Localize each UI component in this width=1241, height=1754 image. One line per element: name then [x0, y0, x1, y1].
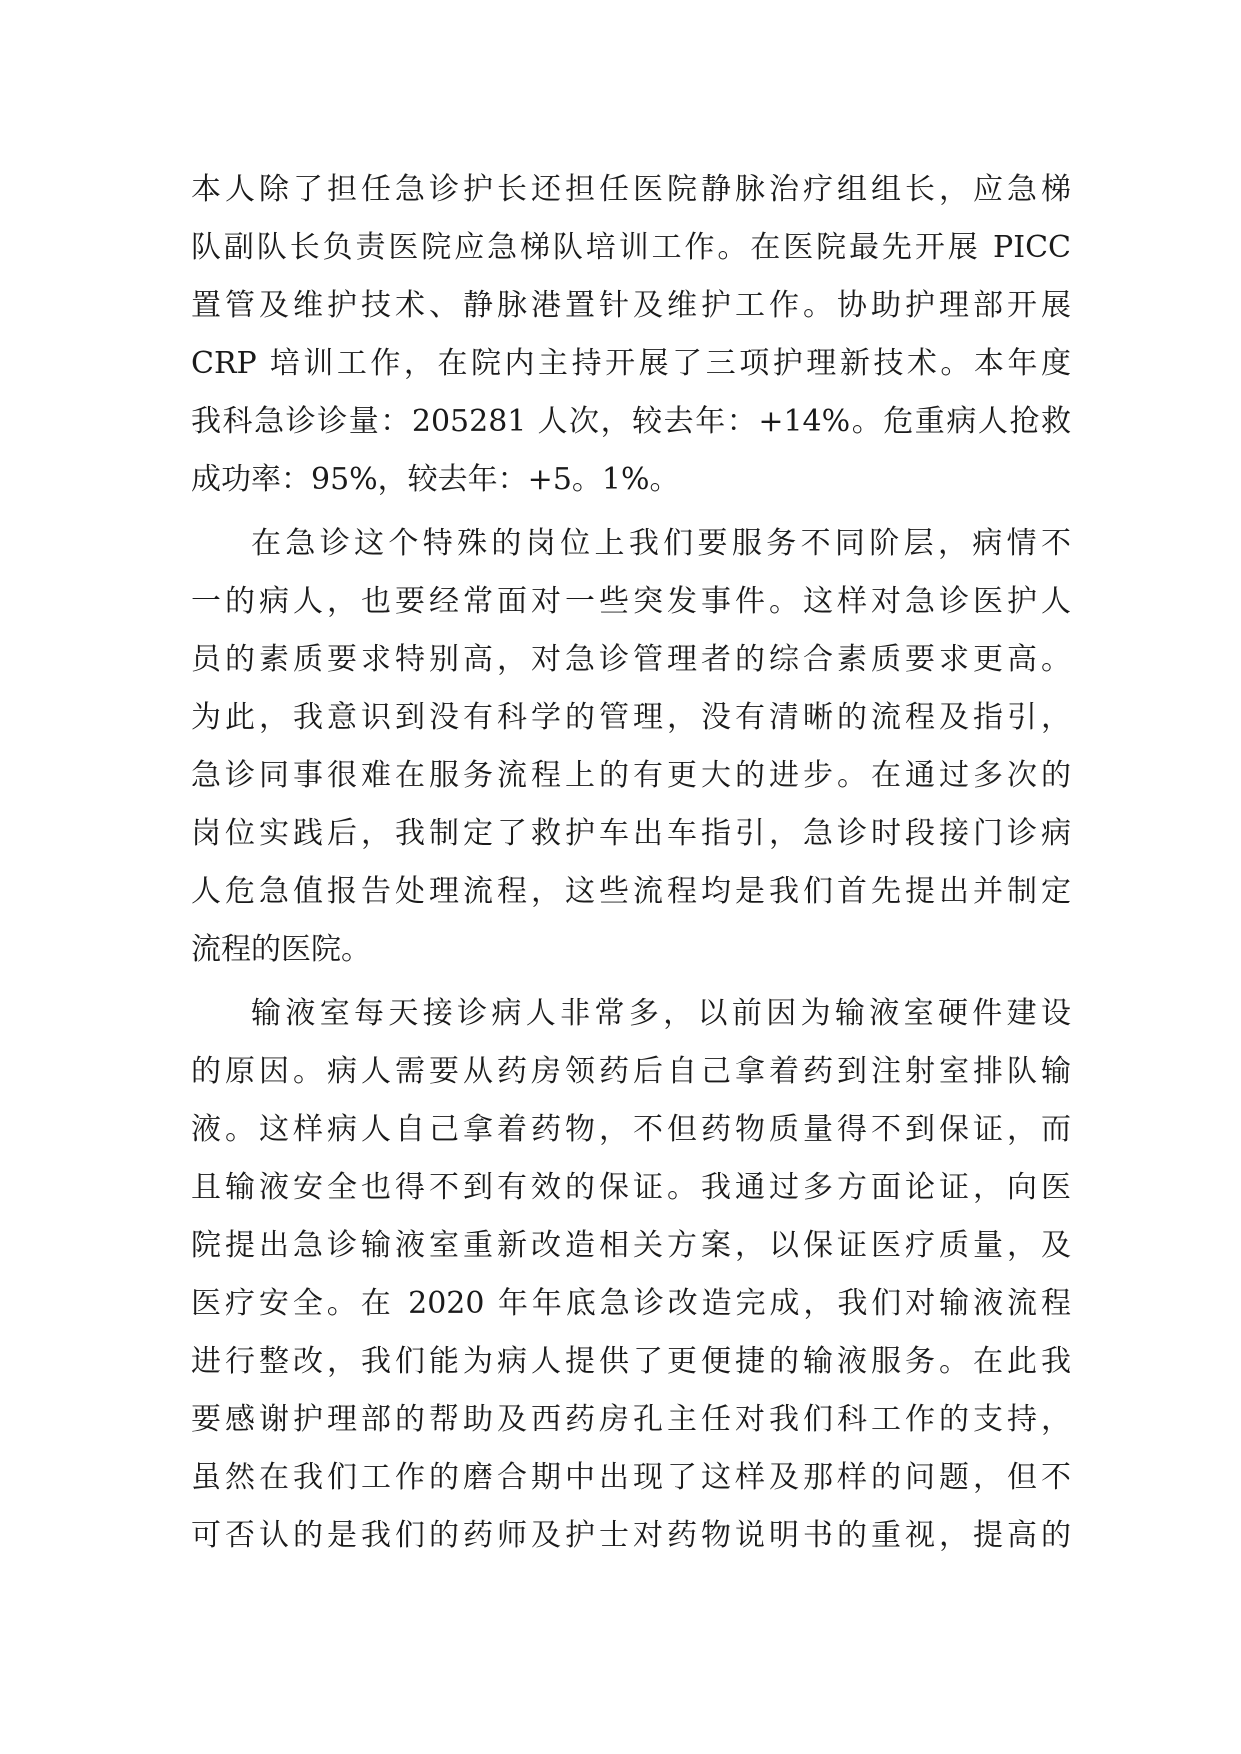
paragraph-line: 为此，我意识到没有科学的管理，没有清晰的流程及指引， [191, 700, 1071, 735]
paragraph-line: 且输液安全也得不到有效的保证。我通过多方面论证，向医 [191, 1170, 1071, 1205]
paragraph-line: 人危急值报告处理流程，这些流程均是我们首先提出并制定 [191, 874, 1071, 909]
paragraph-line: 可否认的是我们的药师及护士对药物说明书的重视，提高的 [191, 1518, 1071, 1553]
paragraph-line: 的原因。病人需要从药房领药后自己拿着药到注射室排队输 [191, 1054, 1071, 1089]
paragraph-line: 液。这样病人自己拿着药物，不但药物质量得不到保证，而 [191, 1112, 1071, 1147]
paragraph-line: 流程的医院。 [191, 932, 371, 967]
paragraph-line: 输液室每天接诊病人非常多，以前因为输液室硬件建设 [251, 996, 1071, 1031]
paragraph-line: 员的素质要求特别高，对急诊管理者的综合素质要求更高。 [191, 642, 1071, 677]
paragraph-line: 我科急诊诊量：205281 人次，较去年：+14%。危重病人抢救 [191, 404, 1071, 439]
paragraph-line: 置管及维护技术、静脉港置针及维护工作。协助护理部开展 [191, 288, 1071, 323]
paragraph-3 [191, 985, 1071, 1565]
paragraph-line: 要感谢护理部的帮助及西药房孔主任对我们科工作的支持， [191, 1402, 1071, 1437]
paragraph-line: 队副队长负责医院应急梯队培训工作。在医院最先开展 PICC [191, 230, 1071, 265]
paragraph-line: 进行整改，我们能为病人提供了更便捷的输液服务。在此我 [191, 1344, 1071, 1379]
paragraph-line: 岗位实践后，我制定了救护车出车指引，急诊时段接门诊病 [191, 816, 1071, 851]
paragraph-line: 在急诊这个特殊的岗位上我们要服务不同阶层，病情不 [251, 526, 1071, 561]
paragraph-line: CRP 培训工作，在院内主持开展了三项护理新技术。本年度 [191, 346, 1071, 381]
paragraph-1 [191, 161, 1071, 509]
document-body [191, 161, 1071, 1565]
paragraph-line: 成功率：95%，较去年：+5。1%。 [191, 462, 680, 497]
paragraph-line: 急诊同事很难在服务流程上的有更大的进步。在通过多次的 [191, 758, 1071, 793]
paragraph-line: 院提出急诊输液室重新改造相关方案，以保证医疗质量，及 [191, 1228, 1071, 1263]
paragraph-2 [191, 515, 1071, 979]
paragraph-line: 虽然在我们工作的磨合期中出现了这样及那样的问题，但不 [191, 1460, 1071, 1495]
paragraph-line: 一的病人，也要经常面对一些突发事件。这样对急诊医护人 [191, 584, 1071, 619]
paragraph-line: 医疗安全。在 2020 年年底急诊改造完成，我们对输液流程 [191, 1286, 1071, 1321]
paragraph-line: 本人除了担任急诊护长还担任医院静脉治疗组组长，应急梯 [191, 172, 1071, 207]
